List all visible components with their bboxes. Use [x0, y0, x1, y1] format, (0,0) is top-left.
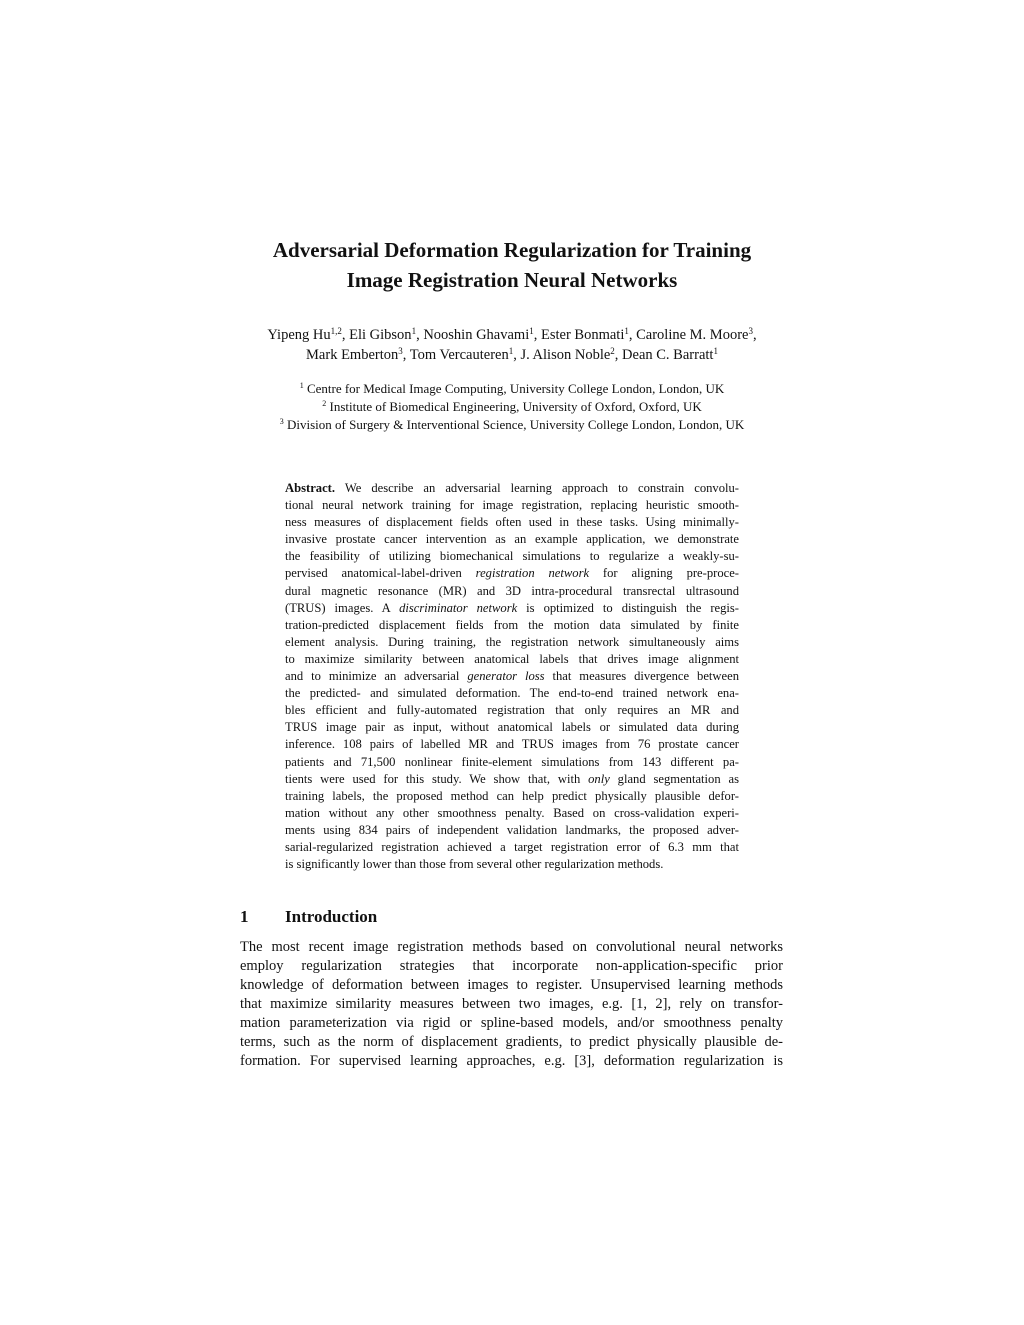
author-list [0, 325, 1024, 365]
abstract-line [285, 634, 739, 651]
author-name: Ester Bonmati [540, 327, 625, 343]
abstract-text: We describe an adversarial learning approach to constrain convolu- [335, 481, 739, 495]
abstract-line [285, 736, 739, 753]
affiliation-text: Centre for Medical Image Computing, University College London, London, UK [303, 381, 725, 396]
abstract-line [285, 805, 739, 822]
author-separator: , [614, 347, 623, 363]
author-name: J. Alison Noble [520, 347, 611, 363]
abstract-emphasis: registration network [475, 566, 590, 581]
affiliation-mark: 2 [322, 399, 327, 408]
author-affiliation-mark: 1,2 [330, 326, 342, 336]
abstract-text: is optimized to distinguish the regis- [517, 600, 740, 615]
author-name: Nooshin Ghavami [423, 327, 530, 343]
author-separator: , [341, 327, 350, 343]
abstract-text: ness measures of displacement fields often used in these tasks. Using minimally- [285, 515, 739, 530]
affiliation [0, 416, 1024, 434]
abstract-line [285, 514, 739, 531]
abstract-line [285, 565, 739, 582]
abstract-text: the predicted- and simulated deformation. The end-to-end trained network ena- [285, 686, 739, 701]
affiliation-mark: 3 [279, 417, 284, 426]
abstract-line [285, 600, 739, 617]
section-title: Introduction [285, 907, 378, 926]
abstract-line [285, 822, 739, 839]
abstract-text: TRUS image pair as input, without anatomical labels or simulated data during [285, 720, 739, 735]
author-affiliation-mark: 3 [398, 346, 403, 356]
author-affiliation-mark: 3 [748, 326, 753, 336]
abstract-text: sarial-regularized registration achieved a target registration error of 6.3 mm that [285, 839, 739, 854]
introduction-line: The most recent image registration methods based on convolutional neural networks [240, 939, 783, 955]
abstract-line [285, 531, 739, 548]
introduction-line: knowledge of deformation between images to register. Unsupervised learning methods [240, 977, 783, 993]
introduction-body [240, 938, 783, 1071]
author-line [0, 325, 1024, 345]
abstract-text: tients were used for this study. We show that, with [285, 771, 589, 786]
abstract-line [285, 719, 739, 736]
abstract-text: and to minimize an adversarial [285, 669, 468, 684]
abstract-text: for aligning pre-proce- [589, 566, 740, 581]
section-number: 1 [240, 907, 249, 926]
author-name: Yipeng Hu [267, 327, 331, 343]
affiliation [0, 380, 1024, 398]
author-name: Eli Gibson [349, 327, 412, 343]
abstract-text: tional neural network training for image registration, replacing heuristic smooth- [285, 498, 739, 513]
abstract-emphasis: only [588, 771, 610, 786]
section-heading [240, 906, 377, 928]
abstract-text: tration-predicted displacement fields from the motion data simulated by finite [285, 617, 739, 632]
author-separator: , [513, 347, 521, 363]
abstract-text: gland segmentation as [609, 771, 739, 786]
abstract-line [285, 548, 739, 565]
abstract-line [285, 617, 739, 634]
abstract-line [285, 839, 739, 856]
author-affiliation-mark: 1 [713, 346, 718, 356]
author-name: Dean C. Barratt [622, 347, 714, 363]
abstract-emphasis: discriminator network [399, 600, 518, 615]
abstract-text: inference. 108 pairs of labelled MR and TRUS images from 76 prostate cancer [285, 737, 739, 752]
affiliation-list [0, 380, 1024, 434]
introduction-line: formation. For supervised learning approaches, e.g. [3], deformation regularization is [240, 1053, 783, 1069]
author-name: Tom Vercauteren [409, 347, 509, 363]
affiliation [0, 398, 1024, 416]
author-line [0, 345, 1024, 365]
introduction-line: employ regularization strategies that incorporate non-application-specific prior [240, 958, 783, 974]
abstract-line [285, 651, 739, 668]
abstract-text: (TRUS) images. A [285, 600, 400, 615]
abstract-emphasis: generator loss [467, 669, 545, 684]
paper-title-line: Image Registration Neural Networks [346, 268, 678, 292]
author-affiliation-mark: 1 [624, 326, 629, 336]
abstract-line [285, 668, 739, 685]
abstract-line [285, 583, 739, 600]
abstract-text: that measures divergence between [544, 669, 739, 684]
abstract-line [285, 685, 739, 702]
affiliation-mark: 1 [299, 381, 304, 390]
affiliation-text: Institute of Biomedical Engineering, University of Oxford, Oxford, UK [326, 399, 702, 414]
abstract-text: is significantly lower than those from several other regularization methods. [285, 857, 664, 872]
paper-title-line: Adversarial Deformation Regularization for Training [272, 238, 752, 262]
introduction-line: that maximize similarity measures between two images, e.g. [1, 2], rely on transfor- [240, 996, 783, 1012]
author-separator: , [752, 327, 757, 343]
abstract [285, 480, 739, 873]
abstract-text: pervised anatomical-label-driven [285, 566, 476, 581]
abstract-text: element analysis. During training, the registration network simultaneously aims [285, 634, 739, 649]
abstract-text: to maximize similarity between anatomical labels that drives image alignment [285, 651, 739, 666]
abstract-line [285, 702, 739, 719]
abstract-line [285, 480, 739, 497]
author-affiliation-mark: 2 [610, 346, 615, 356]
abstract-text: ments using 834 pairs of independent validation landmarks, the proposed adver- [285, 822, 739, 837]
abstract-line [285, 497, 739, 514]
abstract-text: bles efficient and fully-automated registration that only requires an MR and [285, 703, 739, 718]
author-separator: , [416, 327, 424, 343]
abstract-text: dural magnetic resonance (MR) and 3D intra-procedural transrectal ultrasound [285, 583, 739, 598]
abstract-line [285, 856, 739, 873]
paper-title [0, 235, 1024, 295]
abstract-text: mation without any other smoothness penalty. Based on cross-validation experi- [285, 805, 739, 820]
abstract-text: patients and 71,500 nonlinear finite-element simulations from 143 different pa- [285, 754, 739, 769]
abstract-line [285, 788, 739, 805]
author-name: Caroline M. Moore [636, 327, 749, 343]
introduction-line: mation parameterization via rigid or spline-based models, and/or smoothness penalty [240, 1015, 783, 1031]
affiliation-text: Division of Surgery & Interventional Science, University College London, London, UK [283, 417, 745, 432]
abstract-text: invasive prostate cancer intervention as an example application, we demonstrate [285, 532, 739, 547]
abstract-line [285, 754, 739, 771]
author-separator: , [628, 327, 637, 343]
author-affiliation-mark: 1 [529, 326, 534, 336]
abstract-text: training labels, the proposed method can help predict physically plausible defor- [285, 788, 739, 803]
abstract-text: the feasibility of utilizing biomechanical simulations to regularize a weakly-su- [285, 549, 739, 564]
author-separator: , [402, 347, 410, 363]
author-affiliation-mark: 1 [411, 326, 417, 336]
introduction-line: terms, such as the norm of displacement gradients, to predict physically plausible de- [240, 1034, 783, 1050]
author-separator: , [533, 327, 541, 343]
author-affiliation-mark: 1 [508, 346, 514, 356]
author-name: Mark Emberton [306, 347, 399, 363]
abstract-line [285, 771, 739, 788]
abstract-heading: Abstract. [285, 481, 336, 495]
